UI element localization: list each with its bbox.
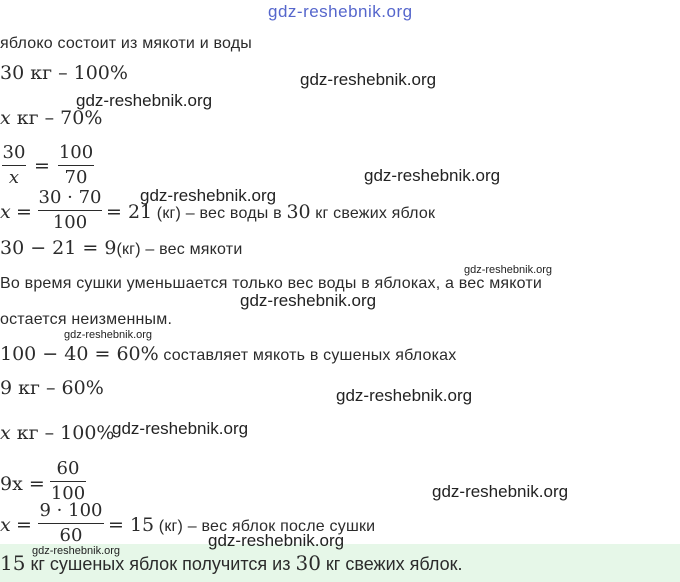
solution-line-1: яблоко состоит из мякоти и воды: [0, 35, 252, 52]
fraction-denominator: x: [8, 167, 20, 188]
fraction-denominator: 100: [52, 212, 88, 233]
top-watermark: gdz-reshebnik.org: [268, 2, 413, 21]
fraction-bar: [38, 210, 102, 211]
fraction-numerator: 30 · 70: [38, 187, 102, 208]
solution-line-10: 9 кг – 60%: [0, 377, 104, 399]
line-12-lhs: 9x =: [0, 473, 45, 495]
line-6-text: (кг) – вес мякоти: [116, 241, 243, 258]
line-9-math: 100 − 40 = 60%: [0, 343, 159, 365]
line-5-text2: кг свежих яблок: [310, 205, 436, 222]
solution-line-6: [0, 237, 242, 261]
fraction-numerator: 100: [58, 142, 94, 163]
watermark: gdz-reshebnik.org: [432, 482, 569, 501]
solution-line-7: Во время сушки уменьшается только вес воды в яблоках, а вес мякоти: [0, 275, 543, 292]
line-6-math: 30 − 21 = 9: [0, 237, 117, 259]
solution-line-9: [0, 343, 456, 367]
line-13-text: (кг) – вес яблок после сушки: [154, 518, 376, 535]
line-5-x: x: [0, 201, 11, 223]
fraction-100-over-70: [58, 142, 94, 189]
fraction-60-over-100: [50, 458, 86, 505]
fraction-30-over-x: [2, 142, 26, 189]
fraction-30x70-over-100: [38, 187, 102, 234]
watermark: gdz-reshebnik.org: [464, 264, 553, 276]
solution-line-2: 30 кг – 100%: [0, 62, 128, 84]
watermark: gdz-reshebnik.org: [64, 329, 153, 341]
fraction-bar: [58, 165, 94, 166]
answer-15: 15: [0, 551, 26, 575]
fraction-numerator: 60: [56, 458, 80, 479]
solution-line-11: [0, 422, 115, 445]
line-11-rest: кг – 100%: [10, 422, 115, 444]
fraction-numerator: 30: [2, 142, 26, 163]
fraction-numerator: 9 · 100: [39, 500, 103, 521]
watermark: gdz-reshebnik.org: [300, 70, 437, 89]
fraction-denominator: 60: [59, 525, 83, 546]
line-5-eq-21: = 21: [106, 201, 153, 223]
line-13-equals: =: [16, 514, 32, 536]
fraction-bar: [50, 481, 86, 482]
watermark: gdz-reshebnik.org: [208, 531, 345, 550]
line-5-equals: =: [16, 201, 32, 223]
fraction-bar: [2, 165, 26, 166]
watermark: gdz-reshebnik.org: [336, 386, 473, 405]
line-5-30: 30: [286, 201, 311, 223]
fraction-9x100-over-60: [38, 500, 104, 547]
solution-line-8: остается неизменным.: [0, 311, 173, 328]
watermark: gdz-reshebnik.org: [140, 186, 277, 205]
variable-x: x: [0, 422, 11, 444]
answer-text2: кг свежих яблок.: [320, 554, 463, 574]
line-13-eq-15: = 15: [108, 514, 155, 536]
line-3-rest: кг – 70%: [10, 107, 103, 129]
watermark: gdz-reshebnik.org: [32, 545, 121, 557]
line-13-x: x: [0, 514, 11, 536]
answer-30: 30: [295, 551, 321, 575]
watermark: gdz-reshebnik.org: [240, 291, 377, 310]
fraction-bar: [38, 523, 104, 524]
equals-sign: =: [34, 155, 50, 177]
fraction-denominator: 100: [50, 483, 86, 504]
line-9-text: составляет мякоть в сушеных яблоках: [158, 347, 457, 364]
line-5-text: (кг) – вес воды в: [152, 205, 287, 222]
watermark: gdz-reshebnik.org: [76, 91, 213, 110]
variable-x: x: [0, 107, 11, 129]
answer-text: кг сушеных яблок получится из: [25, 554, 296, 574]
watermark: gdz-reshebnik.org: [112, 419, 249, 438]
watermark: gdz-reshebnik.org: [364, 166, 501, 185]
fraction-denominator: 70: [64, 167, 88, 188]
